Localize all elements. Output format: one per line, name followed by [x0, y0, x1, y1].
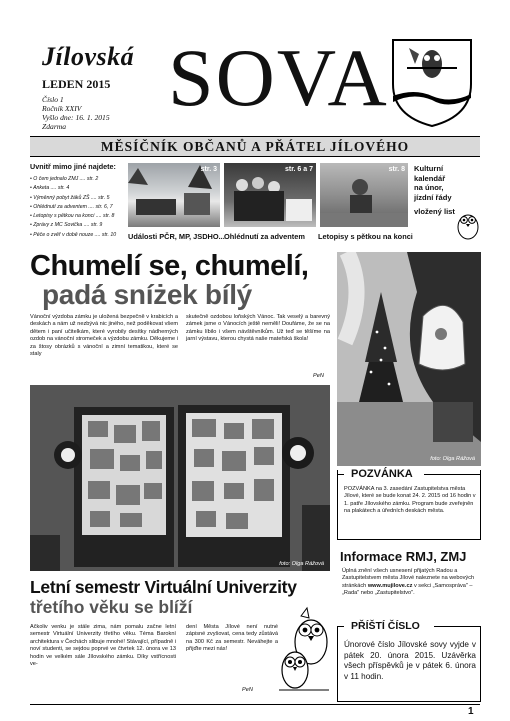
- issue-month: LEDEN 2015: [42, 77, 111, 91]
- page-number: 1: [468, 706, 474, 717]
- owl-icon: [455, 208, 481, 240]
- calendar-note-line: Kulturní: [414, 164, 444, 173]
- main-headline-1: Chumelí se, chumelí,: [30, 250, 309, 282]
- calendar-note-line: vložený list: [414, 207, 455, 217]
- contents-item: • Péče o zvěř v době nouze .... str. 10: [30, 231, 117, 238]
- subtitle-band: [30, 136, 480, 157]
- pozvanka-text: POZVÁNKA na 3. zasedání Zastupitelstva města Jílové, které se bude konat 24. 2. 2015 od 16 hodin v 1. patře Jílovského zámku. Program bude zveřejněn na plakátech a úředních deskách města.: [344, 486, 476, 515]
- pozvanka-box: [337, 470, 481, 540]
- pozvanka-title: POZVÁNKA: [348, 468, 416, 480]
- issue-price: Zdarma: [42, 122, 67, 131]
- contents-item: • Letopisy s pětkou na konci .... str. 8: [30, 213, 115, 220]
- coat-of-arms-icon: [389, 36, 475, 128]
- rmj-text-2: v sekci „Samospráva" – „Rada" nebo „Zastupitelstvo".: [342, 582, 473, 597]
- owls-illustration-icon: [275, 604, 333, 694]
- teaser-photo-advent: [224, 163, 316, 227]
- bottom-rule: [30, 704, 480, 705]
- rmj-title: Informace RMJ, ZMJ: [340, 549, 467, 564]
- main-article-col2: skutečně ozdobou loňských Vánoc. Tak veselý a barevný zámek jsme o Vánocích ještě neměli! Doufáme, že se na zámku líbilo i všem návštěvníkům. Už teď se těšíme na jarní výstavu, kterou chystá naše mateřská škola!: [186, 314, 330, 343]
- contents-box: [30, 162, 126, 242]
- next-issue-text: Únorové číslo Jílovské sovy vyjde v pátek 20. února 2015. Uzávěrka všech příspěvků je v pátek 6. února v 11 hodin.: [344, 640, 476, 681]
- teaser-caption: Ohlédnutí za adventem: [224, 232, 305, 241]
- contents-item: • O čem jednalo ZMJ .... str. 2: [30, 176, 99, 182]
- contents-item: • Anketa .... str. 4: [30, 185, 70, 192]
- issue-number: Číslo 1: [42, 95, 64, 104]
- university-headline-1: Letní semestr Virtuální Univerzity: [30, 577, 297, 597]
- main-article-col1: Vánoční výzdoba zámku je uložená bezpečně v krabicích a deskách a nám už nezbývá nic jiného, než poděkovat všem dětem i paní učitelkám, které vyrobily desítky nádherných ozdob na vánoční stromeček a výzdobu zámku. Děkujeme i za štosy obrázků s vánoční a zimní tematikou, které se staly: [30, 314, 178, 358]
- photo-credit: foto: Olga Rážová: [279, 561, 324, 567]
- main-article-signature: PeN: [313, 373, 324, 379]
- teaser-page: str. 8: [388, 166, 405, 173]
- teaser-photo-letopisy: [320, 163, 408, 227]
- rmj-url-link[interactable]: www.mujilove.cz: [367, 582, 413, 589]
- calendar-note-line: kalendář: [414, 173, 446, 183]
- calendar-note-line: na únor,: [414, 183, 444, 193]
- exhibition-photo: [30, 385, 330, 571]
- christmas-tree-photo: [337, 252, 481, 466]
- contents-item: • Výměnný pobyt žáků ZŠ .... str. 5: [30, 194, 110, 201]
- town-name: Jílovská: [42, 42, 135, 71]
- masthead-title: SOVA: [168, 32, 389, 123]
- main-headline-2: padá sníżek bílý: [42, 279, 252, 310]
- next-issue-title: PŘÍŠTÍ ČÍSLO: [348, 620, 423, 632]
- university-col2: dení Města Jílové není nutné zápisné zvyšovat, cena tedy zůstává na 300 Kč za semestr. Neváhejte a přijďte mezi nás!: [186, 624, 278, 653]
- contents-heading: Uvnitř mimo jiné najdete:: [30, 162, 116, 171]
- photo-credit: foto: Olga Rážová: [430, 456, 475, 462]
- teaser-page: str. 6 a 7: [284, 166, 313, 173]
- contents-item: • Ohlédnutí za adventem .... str. 6, 7: [30, 203, 113, 210]
- contents-item: • Zprávy z MC Sovička .... str. 9: [30, 222, 103, 229]
- issue-release-date: Vyšlo dne: 16. 1. 2015: [42, 113, 110, 122]
- rmj-info: [342, 568, 480, 598]
- teaser-photo-police: [128, 163, 220, 227]
- teaser-caption: Letopisy s pětkou na konci: [318, 232, 413, 241]
- university-signature: PeN: [242, 687, 253, 693]
- university-col1: Ačkoliv venku je stále zima, nám pomalu začne letní semestr Virtuální Univerzity třetího věku. Téma Barokní architektura v Čechách slibuje mnohé! Stávající, případně i noví studenti, se sejdou poprvé ve čtvrtek 12. února ve 13 hodin ve velkém sále Jílovského zámku. Díky vstřícnosti ve-: [30, 624, 176, 668]
- teaser-page: str. 3: [200, 166, 217, 173]
- rmj-text-1: Úplná znění všech usnesení přijatých Radou a Zastupitelstvem města Jílové naleznete na webových stránkách: [342, 568, 475, 589]
- subtitle: MĚSÍČNÍK OBČANŮ A PŘÁTEL JÍLOVÉHO: [100, 139, 410, 154]
- issue-volume: Ročník XXIV: [42, 104, 82, 113]
- next-issue-box: [337, 620, 481, 702]
- teaser-caption: Události PČR, MP, JSDHO...: [128, 232, 225, 241]
- calendar-note-line: jízdní řády: [414, 192, 452, 202]
- university-headline-2: třetího věku se blíží: [30, 597, 193, 617]
